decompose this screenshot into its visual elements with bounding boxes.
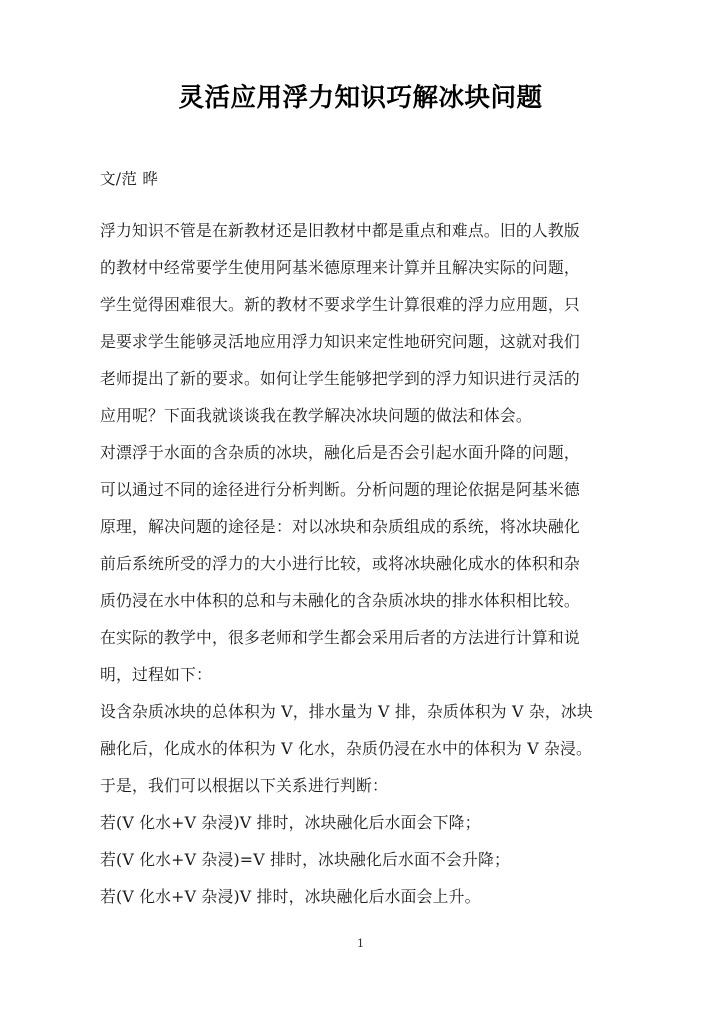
body-line: 原理，解决问题的途径是：对以冰块和杂质组成的系统，将冰块融化: [100, 516, 580, 536]
body-line: 的教材中经常要学生使用阿基米德原理来计算并且解决实际的问题，: [100, 257, 580, 277]
body-line: 应用呢？下面我就谈谈我在教学解决冰块问题的做法和体会。: [100, 405, 532, 425]
body-line: 若(V 化水+V 杂浸)V 排时，冰块融化后水面会上升。: [100, 886, 481, 906]
body-line: 是要求学生能够灵活地应用浮力知识来定性地研究问题，这就对我们: [100, 331, 580, 351]
body-line: 明，过程如下：: [100, 664, 212, 684]
body-line: 在实际的教学中，很多老师和学生都会采用后者的方法进行计算和说: [100, 627, 580, 647]
body-line: 学生觉得困难很大。新的教材不要求学生计算很难的浮力应用题，只: [100, 294, 580, 314]
body-line: 浮力知识不管是在新教材还是旧教材中都是重点和难点。旧的人教版: [100, 220, 580, 240]
page-title: 灵活应用浮力知识巧解冰块问题: [178, 83, 543, 113]
author-byline: 文/范 晔: [100, 169, 159, 188]
page-number: 1: [356, 936, 365, 950]
body-line: 若(V 化水+V 杂浸)=V 排时，冰块融化后水面不会升降；: [100, 849, 511, 869]
body-line: 融化后，化成水的体积为 V 化水，杂质仍浸在水中的体积为 V 杂浸。: [100, 738, 593, 758]
body-line: 于是，我们可以根据以下关系进行判断：: [100, 775, 388, 795]
article-body: [100, 198, 621, 915]
body-line: 若(V 化水+V 杂浸)V 排时，冰块融化后水面会下降；: [100, 812, 481, 832]
body-line: 前后系统所受的浮力的大小进行比较，或将冰块融化成水的体积和杂: [100, 553, 580, 573]
document-content: [100, 0, 621, 915]
body-line: 老师提出了新的要求。如何让学生能够把学到的浮力知识进行灵活的: [100, 368, 580, 388]
body-line: 对漂浮于水面的含杂质的冰块，融化后是否会引起水面升降的问题，: [100, 442, 580, 462]
body-line: 质仍浸在水中体积的总和与未融化的含杂质冰块的排水体积相比较。: [100, 590, 580, 610]
body-line: 可以通过不同的途径进行分析判断。分析问题的理论依据是阿基米德: [100, 479, 580, 499]
body-line: 设含杂质冰块的总体积为 V，排水量为 V 排，杂质体积为 V 杂，冰块: [100, 701, 593, 721]
